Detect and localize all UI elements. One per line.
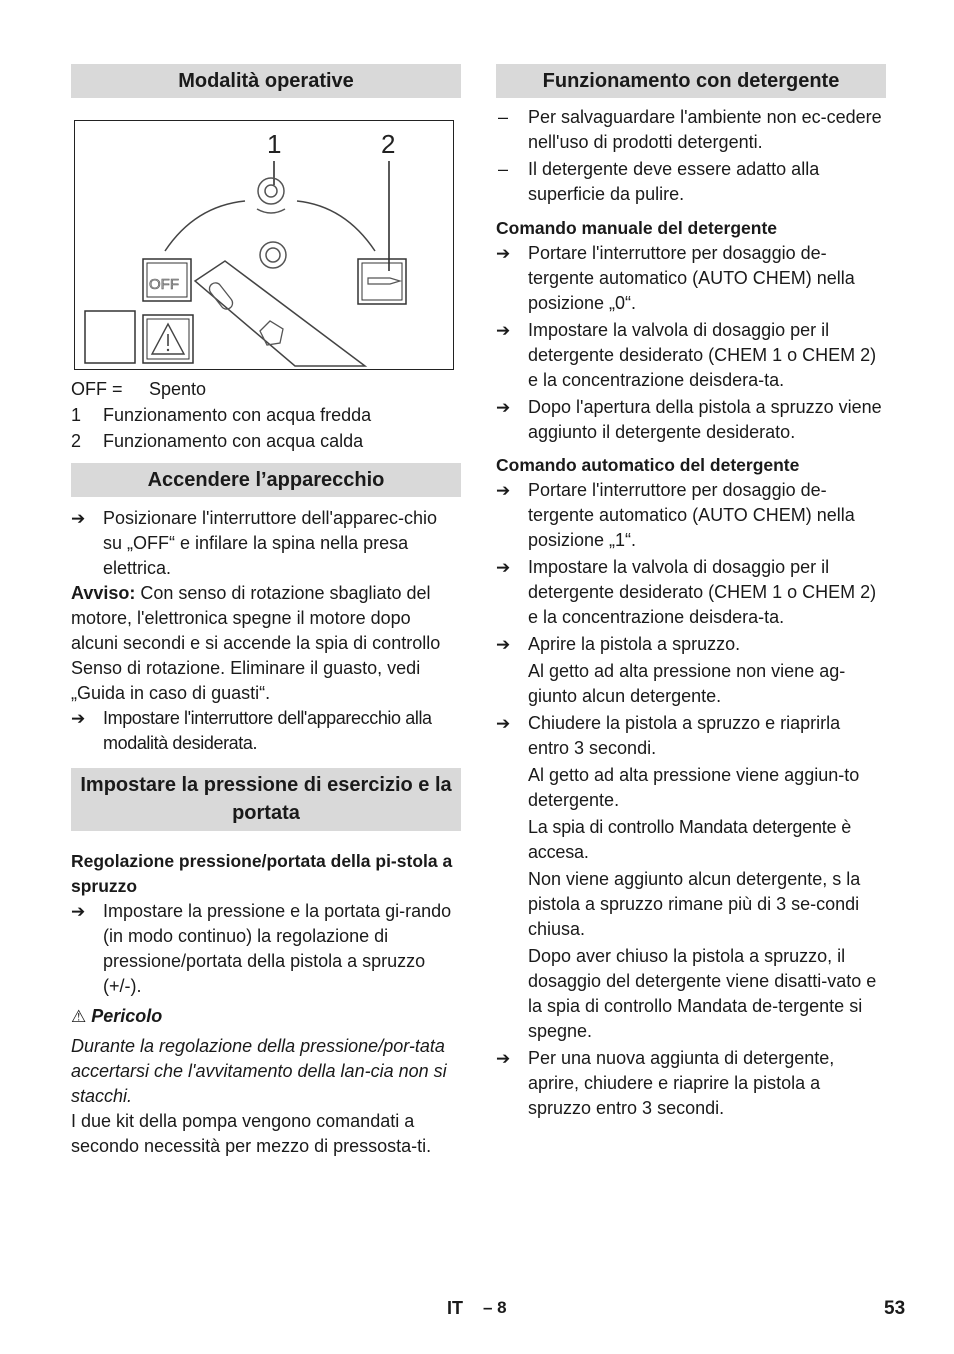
arrow-icon: ➔	[496, 558, 511, 577]
figure-label-1: 1	[267, 129, 282, 159]
bullet-manuale-3: ➔ Dopo l'apertura della pistola a spruzzo viene aggiunto il detergente desiderato.	[496, 397, 882, 442]
arrow-icon: ➔	[496, 244, 511, 263]
bullet-regolazione-1: ➔ Impostare la pressione e la portata gi-rando (in modo continuo) la regolazione di pressione/portata della pistola a spruzzo (+/-).	[71, 901, 452, 996]
arrow-icon: ➔	[496, 481, 511, 500]
bullet-auto-4: ➔ Chiudere la pistola a spruzzo e riaprirla entro 3 secondi.	[496, 713, 841, 758]
right-column	[496, 64, 886, 1121]
legend-2: 2 Funzionamento con acqua calda	[71, 431, 364, 451]
section-heading-pressione: Impostare la pressione di esercizio e la portata	[71, 768, 461, 831]
bullet-auto-3: ➔ Aprire la pistola a spruzzo.	[496, 632, 886, 657]
left-column	[71, 64, 461, 1159]
bullet-auto-1: ➔ Portare l'interruttore per dosaggio de-tergente automatico (AUTO CHEM) nella posizione „1“.	[496, 480, 855, 550]
subheading-manuale: Comando manuale del detergente	[496, 218, 778, 238]
avviso-paragraph: Avviso: Con senso di rotazione sbagliato del motore, l'elettronica spegne il motore dopo alcuni secondi e si accende la spia di controllo Senso di rotazione. Eliminare il guasto, vedi „Guida in caso di guasti“.	[71, 583, 441, 703]
section-heading-accendere: Accendere l’apparecchio	[71, 463, 461, 497]
dash-marker: –	[498, 159, 509, 179]
control-panel-figure	[74, 120, 454, 370]
arrow-icon: ➔	[496, 1049, 511, 1068]
bullet-accendere-2: ➔ Impostare l'interruttore dell'apparecchio alla modalità desiderata.	[71, 708, 432, 753]
off-mode-label: OFF	[149, 276, 179, 293]
dash-item-2: – Il detergente deve essere adatto alla superficie da pulire.	[498, 159, 820, 204]
warning-icon: ⚠	[71, 1007, 87, 1026]
bullet-auto-2: ➔ Impostare la valvola di dosaggio per il detergente desiderato (CHEM 1 o CHEM 2) e la concentrazione deisdera-ta.	[496, 557, 877, 627]
bullet-manuale-1: ➔ Portare l'interruttore per dosaggio de-tergente automatico (AUTO CHEM) nella posizione „0“.	[496, 243, 855, 313]
section-heading-modalita: Modalità operative	[71, 64, 461, 98]
pericolo-text: Durante la regolazione della pressione/por-tata accertarsi che l'avvitamento della lan-cia non si stacchi.	[71, 1036, 447, 1106]
note-auto-4b: La spia di controllo Mandata detergente è accesa.	[528, 817, 852, 862]
control-panel-illustration	[75, 121, 452, 368]
note-auto-3: Al getto ad alta pressione non viene ag-giunto alcun detergente.	[528, 661, 846, 706]
footer-language: IT	[447, 1298, 463, 1318]
dash-item-1: – Per salvaguardare l'ambiente non ec-cedere nell'uso di prodotti detergenti.	[498, 107, 882, 152]
arrow-icon: ➔	[496, 321, 511, 340]
pressostati-text: I due kit della pompa vengono comandati a secondo necessità per mezzo di pressosta-ti.	[71, 1111, 432, 1156]
legend-off: OFF = Spento	[71, 379, 207, 399]
arrow-icon: ➔	[496, 714, 511, 733]
note-auto-4c: Non viene aggiunto alcun detergente, s la pistola a spruzzo rimane più di 3 se-condi chiusa.	[528, 869, 861, 939]
legend-1: 1 Funzionamento con acqua fredda	[71, 405, 372, 425]
bullet-manuale-2: ➔ Impostare la valvola di dosaggio per il detergente desiderato (CHEM 1 o CHEM 2) e la concentrazione deisdera-ta.	[496, 320, 877, 390]
footer-local-page: – 8	[483, 1298, 507, 1317]
note-auto-4a: Al getto ad alta pressione viene aggiun-to detergente.	[528, 765, 860, 810]
arrow-icon: ➔	[71, 509, 86, 528]
subheading-automatico: Comando automatico del detergente	[496, 455, 800, 475]
section-heading-detergente: Funzionamento con detergente	[496, 64, 886, 98]
dash-marker: –	[498, 107, 509, 127]
arrow-icon: ➔	[71, 902, 86, 921]
note-auto-4d: Dopo aver chiuso la pistola a spruzzo, il dosaggio del detergente viene disatti-vato e la spia di controllo Mandata de-tergente si spegne.	[528, 946, 877, 1041]
footer-page-number: 53	[884, 1298, 906, 1319]
arrow-icon: ➔	[496, 635, 511, 654]
arrow-icon: ➔	[496, 398, 511, 417]
bullet-auto-5: ➔ Per una nuova aggiunta di detergente, aprire, chiudere e riaprire la pistola a spruzzo entro 3 secondi.	[496, 1048, 835, 1118]
bullet-accendere-1: ➔ Posizionare l'interruttore dell'apparec-chio su „OFF“ e infilare la spina nella presa elettrica.	[71, 508, 438, 578]
arrow-icon: ➔	[71, 709, 85, 728]
subheading-regolazione: Regolazione pressione/portata della pi-stola a spruzzo	[71, 851, 453, 896]
pericolo-heading: ⚠ Pericolo	[71, 1006, 163, 1026]
figure-label-2: 2	[381, 129, 396, 159]
